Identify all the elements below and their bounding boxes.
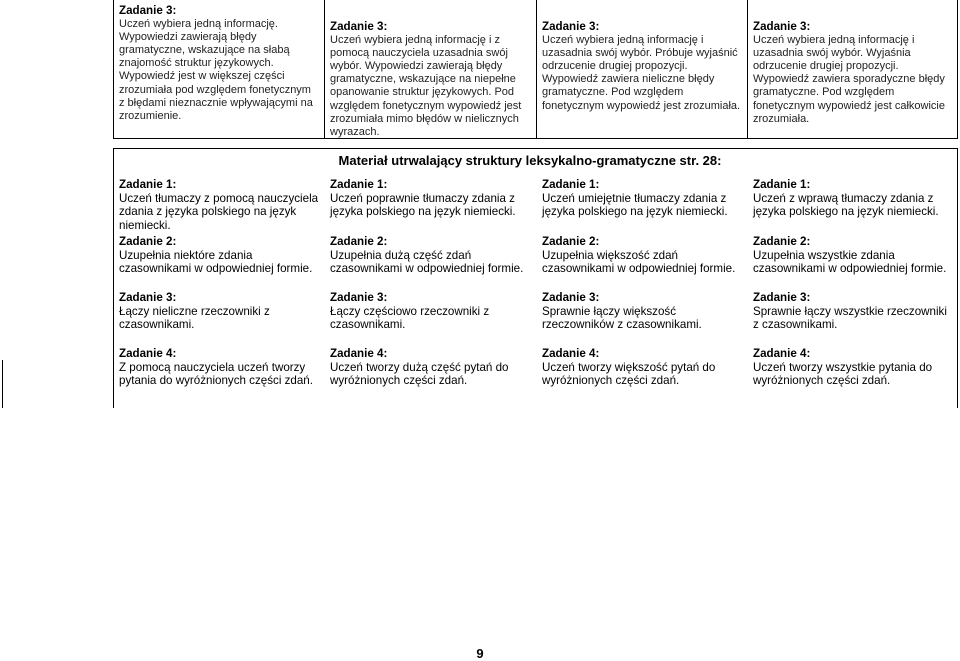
task-text: Uzupełnia niektóre zdania czasownikami w odpowiedniej formie. bbox=[119, 248, 313, 275]
task-heading: Zadanie 2: bbox=[119, 235, 177, 248]
cell-text: Uczeń wybiera jedną informację i uzasadnia swój wybór. Próbuje wyjaśnić odrzucenie drugiej propozycji. Wypowiedź zawiera nieliczne błędy gramatyczne. Pod względem fonetycznym wypowiedź jest zrozumiała. bbox=[542, 33, 741, 112]
cell-text: Uczeń wybiera jedną informację i uzasadnia swój wybór. Wyjaśnia odrzucenie drugiej propozycji. Wypowiedź zawiera sporadyczne błędy gramatyczne. Pod względem fonetycznym wypowiedź jest całkowicie zrozumiała. bbox=[753, 33, 945, 125]
task-heading: Zadanie 3: bbox=[330, 291, 388, 304]
task-heading: Zadanie 3: bbox=[119, 291, 177, 304]
task-text: Łączy nieliczne rzeczowniki z czasownikami. bbox=[119, 304, 270, 331]
task-cell bbox=[119, 235, 319, 276]
cell-heading: Zadanie 3: bbox=[753, 20, 811, 33]
task-text: Uczeń tłumaczy z pomocą nauczyciela zdania z języka polskiego na język niemiecki. bbox=[119, 191, 319, 232]
task-text: Uzupełnia dużą część zdań czasownikami w odpowiedniej formie. bbox=[330, 248, 524, 275]
task-heading: Zadanie 3: bbox=[542, 291, 600, 304]
cell-heading: Zadanie 3: bbox=[330, 20, 388, 33]
table-border-right-top bbox=[957, 0, 958, 138]
task-text: Uczeń umiejętnie tłumaczy zdania z języka polskiego na język niemiecki. bbox=[542, 191, 728, 218]
column-divider-2-top bbox=[536, 0, 537, 138]
task-cell bbox=[542, 347, 742, 388]
table-bottom-border-top bbox=[113, 138, 958, 139]
task-cell bbox=[542, 235, 742, 276]
task-heading: Zadanie 2: bbox=[542, 235, 600, 248]
top-cell-2 bbox=[330, 20, 530, 139]
task-heading: Zadanie 2: bbox=[753, 235, 811, 248]
task-cell bbox=[753, 347, 953, 388]
task-heading: Zadanie 4: bbox=[330, 347, 388, 360]
task-cell bbox=[753, 178, 953, 219]
task-cell bbox=[542, 178, 742, 219]
task-cell bbox=[542, 291, 742, 332]
page-number: 9 bbox=[476, 646, 484, 661]
table-border-left-bottom bbox=[113, 148, 114, 408]
cell-heading: Zadanie 3: bbox=[119, 4, 177, 17]
task-text: Łączy częściowo rzeczowniki z czasownikami. bbox=[330, 304, 490, 331]
task-heading: Zadanie 1: bbox=[119, 178, 177, 191]
task-heading: Zadanie 4: bbox=[119, 347, 177, 360]
cell-text: Uczeń wybiera jedną informację i z pomocą nauczyciela uzasadnia swój wybór. Wypowiedzi zawierają błędy gramatyczne, wskazujące na niepełne opanowanie struktur językowych. Pod względem fonetycznym wypowiedź jest zrozumiała mimo błędów w nielicznych wyrazach. bbox=[330, 33, 522, 138]
section-top-border bbox=[113, 148, 958, 149]
table-border-right-bottom bbox=[957, 148, 958, 408]
cell-heading: Zadanie 3: bbox=[542, 20, 600, 33]
task-cell bbox=[330, 235, 530, 276]
task-heading: Zadanie 3: bbox=[753, 291, 811, 304]
task-heading: Zadanie 4: bbox=[753, 347, 811, 360]
task-heading: Zadanie 4: bbox=[542, 347, 600, 360]
task-text: Uzupełnia większość zdań czasownikami w odpowiedniej formie. bbox=[542, 248, 736, 275]
cell-text: Uczeń wybiera jedną informację. Wypowiedzi zawierają błędy gramatyczne, wskazujące na słabą znajomość struktur językowych. Wypowiedź jest w większej części zrozumiała pod względem fonetycznym z błędami nieznacznie wpływającymi na zrozumienie. bbox=[119, 17, 313, 122]
task-heading: Zadanie 1: bbox=[542, 178, 600, 191]
column-divider-3-top bbox=[747, 0, 748, 138]
task-text: Uczeń tworzy wszystkie pytania do wyróżnionych części zdań. bbox=[753, 360, 933, 387]
table-border-left-top bbox=[113, 0, 114, 138]
top-cell-1 bbox=[119, 4, 319, 123]
task-cell bbox=[119, 347, 319, 388]
top-cell-3 bbox=[542, 20, 742, 113]
top-cell-4 bbox=[753, 20, 953, 126]
section-title: Materiał utrwalający struktury leksykalno-gramatyczne str. 28: bbox=[338, 153, 722, 168]
task-heading: Zadanie 1: bbox=[330, 178, 388, 191]
task-cell bbox=[119, 291, 324, 332]
column-divider-1-top bbox=[324, 0, 325, 138]
task-text: Sprawnie łączy wszystkie rzeczowniki z czasownikami. bbox=[753, 304, 947, 331]
task-text: Uzupełnia wszystkie zdania czasownikami w odpowiedniej formie. bbox=[753, 248, 947, 275]
task-text: Z pomocą nauczyciela uczeń tworzy pytania do wyróżnionych części zdań. bbox=[119, 360, 313, 387]
task-text: Uczeń tworzy większość pytań do wyróżnionych części zdań. bbox=[542, 360, 716, 387]
task-cell bbox=[330, 291, 510, 332]
task-cell bbox=[330, 178, 530, 219]
task-cell bbox=[753, 235, 953, 276]
task-text: Uczeń poprawnie tłumaczy zdania z języka polskiego na język niemiecki. bbox=[330, 191, 516, 218]
task-text: Uczeń tworzy dużą część pytań do wyróżnionych części zdań. bbox=[330, 360, 509, 387]
task-text: Uczeń z wprawą tłumaczy zdania z języka polskiego na język niemiecki. bbox=[753, 191, 939, 218]
task-cell bbox=[753, 291, 953, 332]
task-heading: Zadanie 2: bbox=[330, 235, 388, 248]
task-cell bbox=[330, 347, 530, 388]
task-text: Sprawnie łączy większość rzeczowników z czasownikami. bbox=[542, 304, 702, 331]
task-cell bbox=[119, 178, 329, 232]
page-edge-mark bbox=[2, 360, 3, 408]
task-heading: Zadanie 1: bbox=[753, 178, 811, 191]
